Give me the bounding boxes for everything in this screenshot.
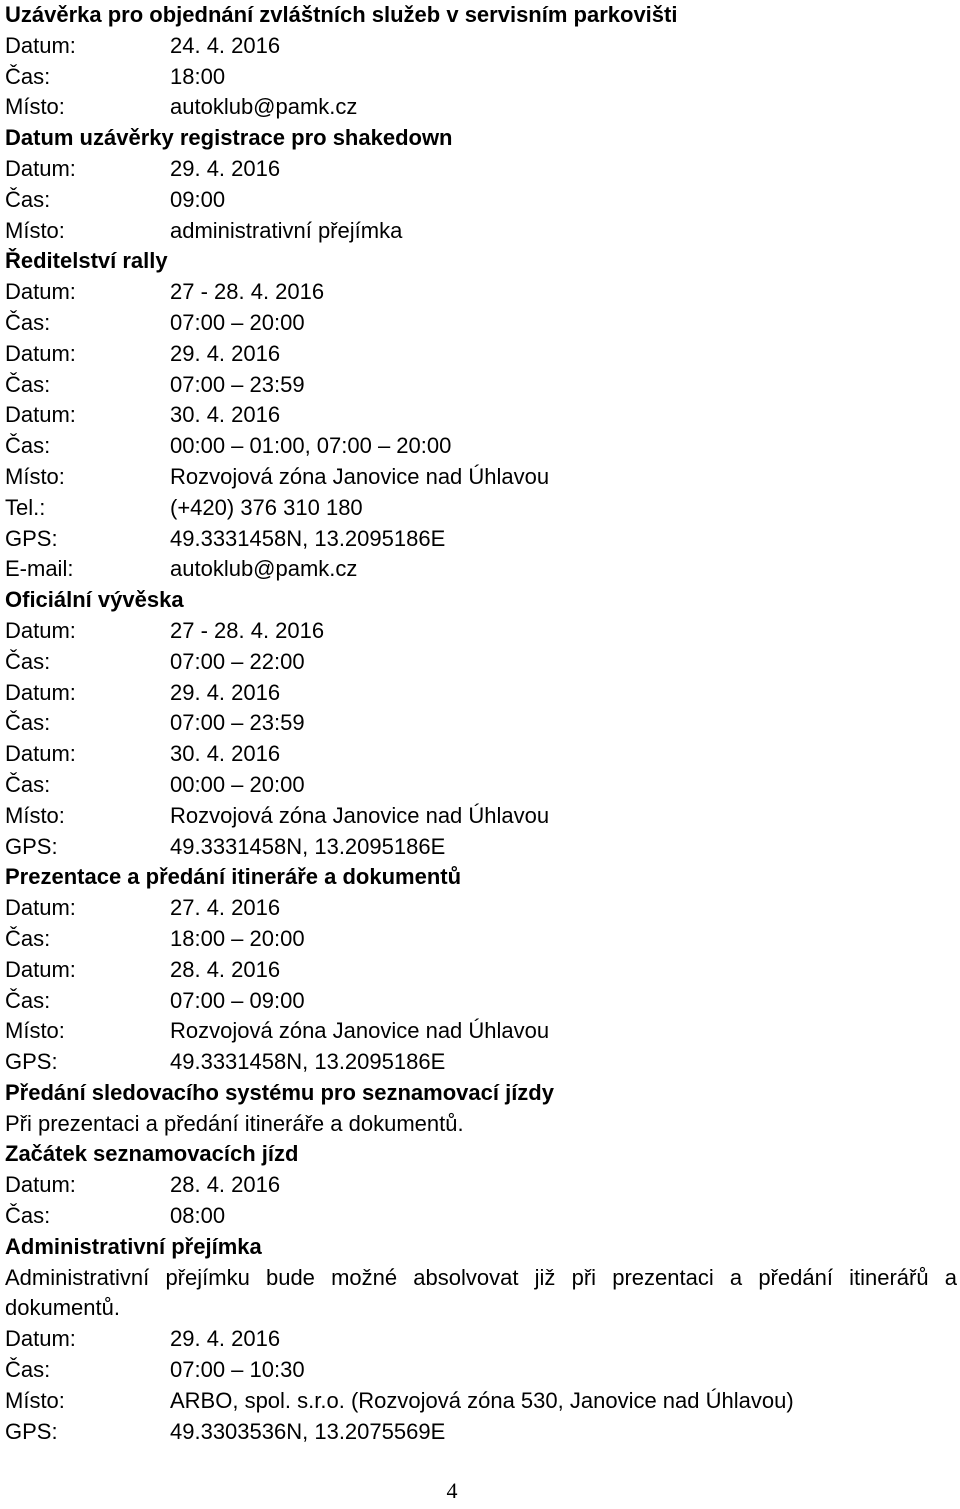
row-label: Čas:	[5, 186, 51, 212]
row-value: 30. 4. 2016	[170, 402, 281, 428]
row-value: 29. 4. 2016	[170, 155, 281, 181]
section-paragraph: Při prezentaci a předání itineráře a dokumentů.	[5, 1110, 464, 1136]
section	[5, 123, 957, 246]
row-value: 00:00 – 20:00	[170, 771, 305, 797]
section	[5, 1139, 957, 1231]
row-value: 27 - 28. 4. 2016	[170, 279, 325, 305]
info-row	[5, 431, 957, 462]
row-label: GPS:	[5, 525, 58, 551]
row-value: 27 - 28. 4. 2016	[170, 617, 325, 643]
info-row	[5, 462, 957, 493]
section	[5, 1232, 957, 1448]
section	[5, 246, 957, 585]
row-value: 27. 4. 2016	[170, 895, 281, 921]
row-value: Rozvojová zóna Janovice nad Úhlavou	[170, 802, 550, 828]
info-row	[5, 524, 957, 555]
section-heading: Administrativní přejímka	[5, 1233, 262, 1259]
row-value: 07:00 – 20:00	[170, 309, 305, 335]
row-label: Místo:	[5, 463, 65, 489]
row-value: 07:00 – 23:59	[170, 710, 305, 736]
section	[5, 585, 957, 862]
row-label: Místo:	[5, 217, 65, 243]
section	[5, 862, 957, 1078]
info-row	[5, 678, 957, 709]
row-label: Datum:	[5, 340, 76, 366]
row-label: GPS:	[5, 833, 58, 859]
row-label: Čas:	[5, 710, 51, 736]
info-row	[5, 1417, 957, 1448]
row-label: Místo:	[5, 1387, 65, 1413]
info-row	[5, 893, 957, 924]
info-row	[5, 832, 957, 863]
row-value: 07:00 – 09:00	[170, 987, 305, 1013]
row-label: Datum:	[5, 279, 76, 305]
row-label: E-mail:	[5, 556, 74, 582]
row-label: Čas:	[5, 925, 51, 951]
row-value: 18:00	[170, 63, 226, 89]
row-value: 18:00 – 20:00	[170, 925, 305, 951]
row-label: Tel.:	[5, 494, 46, 520]
row-value: 08:00	[170, 1203, 226, 1229]
row-label: Datum:	[5, 402, 76, 428]
row-label: Místo:	[5, 1018, 65, 1044]
row-value: ARBO, spol. s.r.o. (Rozvojová zóna 530, Janovice nad Úhlavou)	[170, 1387, 794, 1413]
section	[5, 1078, 957, 1140]
info-row	[5, 554, 957, 585]
row-value: 24. 4. 2016	[170, 32, 281, 58]
page-number: 4	[446, 1478, 458, 1503]
info-row	[5, 1324, 957, 1355]
info-row	[5, 924, 957, 955]
section-heading: Oficiální vývěska	[5, 587, 184, 613]
info-row	[5, 154, 957, 185]
info-row	[5, 370, 957, 401]
info-row	[5, 92, 957, 123]
section-heading: Předání sledovacího systému pro seznamovací jízdy	[5, 1079, 554, 1105]
row-label: Čas:	[5, 771, 51, 797]
row-label: Čas:	[5, 433, 51, 459]
info-row	[5, 339, 957, 370]
row-label: Datum:	[5, 155, 76, 181]
row-label: Čas:	[5, 987, 51, 1013]
row-label: Místo:	[5, 802, 65, 828]
section	[5, 0, 957, 123]
info-row	[5, 31, 957, 62]
row-value: autoklub@pamk.cz	[170, 556, 358, 582]
row-value: 49.3331458N, 13.2095186E	[170, 525, 446, 551]
row-label: Datum:	[5, 895, 76, 921]
section-paragraph: Administrativní přejímku bude možné absolvovat již při prezentaci a předání itinerářů a dokumentů.	[5, 1264, 957, 1321]
row-label: Čas:	[5, 63, 51, 89]
row-label: Datum:	[5, 741, 76, 767]
row-value: administrativní přejímka	[170, 217, 403, 243]
info-row	[5, 770, 957, 801]
info-row	[5, 185, 957, 216]
info-row	[5, 493, 957, 524]
row-value: 49.3303536N, 13.2075569E	[170, 1418, 446, 1444]
info-row	[5, 1355, 957, 1386]
section-heading: Datum uzávěrky registrace pro shakedown	[5, 125, 453, 151]
info-row	[5, 1170, 957, 1201]
info-row	[5, 1047, 957, 1078]
row-label: Datum:	[5, 32, 76, 58]
row-value: autoklub@pamk.cz	[170, 94, 358, 120]
row-value: 29. 4. 2016	[170, 1326, 281, 1352]
info-row	[5, 708, 957, 739]
row-value: (+420) 376 310 180	[170, 494, 363, 520]
row-label: Datum:	[5, 956, 76, 982]
info-row	[5, 308, 957, 339]
info-row	[5, 62, 957, 93]
row-label: Čas:	[5, 371, 51, 397]
row-value: 28. 4. 2016	[170, 1172, 281, 1198]
info-row	[5, 1016, 957, 1047]
row-label: Datum:	[5, 679, 76, 705]
info-row	[5, 616, 957, 647]
row-value: 29. 4. 2016	[170, 679, 281, 705]
info-row	[5, 647, 957, 678]
row-value: Rozvojová zóna Janovice nad Úhlavou	[170, 463, 550, 489]
info-row	[5, 739, 957, 770]
info-row	[5, 400, 957, 431]
row-label: GPS:	[5, 1049, 58, 1075]
row-label: Datum:	[5, 1326, 76, 1352]
row-label: Datum:	[5, 1172, 76, 1198]
row-label: Datum:	[5, 617, 76, 643]
info-row	[5, 955, 957, 986]
row-label: Čas:	[5, 1203, 51, 1229]
info-row	[5, 801, 957, 832]
row-label: Čas:	[5, 648, 51, 674]
section-heading: Začátek seznamovacích jízd	[5, 1141, 299, 1167]
row-value: 29. 4. 2016	[170, 340, 281, 366]
row-label: Místo:	[5, 94, 65, 120]
row-value: Rozvojová zóna Janovice nad Úhlavou	[170, 1018, 550, 1044]
row-label: Čas:	[5, 1357, 51, 1383]
row-value: 07:00 – 23:59	[170, 371, 305, 397]
row-label: Čas:	[5, 309, 51, 335]
row-value: 09:00	[170, 186, 226, 212]
row-value: 07:00 – 22:00	[170, 648, 305, 674]
section-heading: Prezentace a předání itineráře a dokumentů	[5, 864, 462, 890]
row-value: 49.3331458N, 13.2095186E	[170, 833, 446, 859]
row-value: 28. 4. 2016	[170, 956, 281, 982]
info-row	[5, 1201, 957, 1232]
info-row	[5, 986, 957, 1017]
row-value: 00:00 – 01:00, 07:00 – 20:00	[170, 433, 452, 459]
info-row	[5, 1386, 957, 1417]
document-body	[5, 0, 957, 1447]
row-value: 30. 4. 2016	[170, 741, 281, 767]
section-heading: Uzávěrka pro objednání zvláštních služeb v servisním parkovišti	[5, 2, 678, 27]
section-heading: Ředitelství rally	[5, 248, 168, 274]
row-label: GPS:	[5, 1418, 58, 1444]
info-row	[5, 216, 957, 247]
row-value: 49.3331458N, 13.2095186E	[170, 1049, 446, 1075]
row-value: 07:00 – 10:30	[170, 1357, 305, 1383]
info-row	[5, 277, 957, 308]
